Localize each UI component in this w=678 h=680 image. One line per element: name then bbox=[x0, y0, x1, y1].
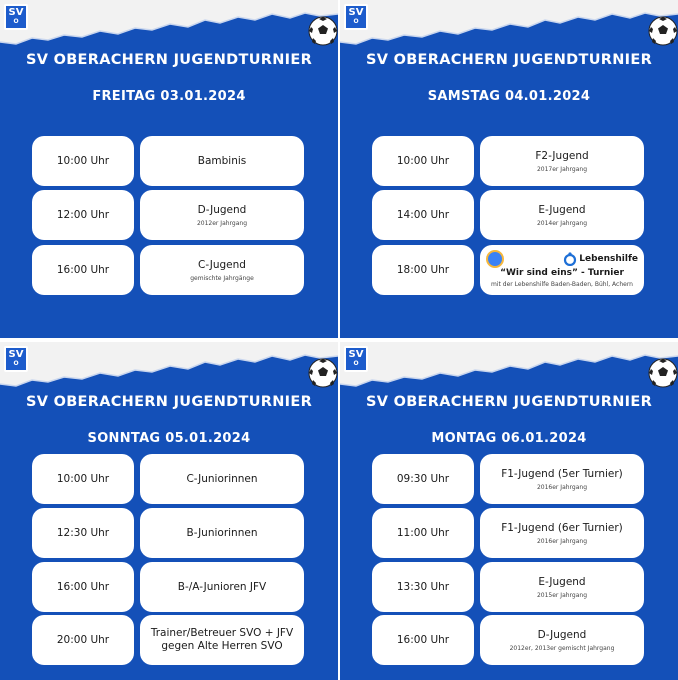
day-heading: SAMSTAG 04.01.2024 bbox=[427, 89, 591, 104]
event-name: C-Juniorinnen bbox=[186, 472, 258, 485]
event-box bbox=[480, 245, 644, 295]
event-name: “Wir sind eins” - Turnier bbox=[500, 268, 624, 278]
event-name: Bambinis bbox=[197, 154, 247, 167]
event-name: F1-Jugend (5er Turnier) bbox=[501, 467, 623, 480]
soccer-ball-icon bbox=[308, 358, 338, 388]
partner-logos bbox=[486, 250, 638, 268]
torn-paper-header bbox=[340, 342, 678, 392]
event-box bbox=[480, 615, 644, 665]
schedule-row bbox=[32, 454, 304, 504]
time-box: 18:00 Uhr bbox=[372, 245, 474, 295]
schedule-row bbox=[32, 615, 304, 665]
event-name: E-Jugend bbox=[538, 575, 586, 588]
event-box bbox=[140, 562, 304, 612]
event-subtitle: gemischte Jahrgänge bbox=[190, 274, 254, 282]
lebenshilfe-logo bbox=[563, 252, 638, 266]
club-logo-sub: O bbox=[13, 360, 19, 367]
event-box bbox=[480, 136, 644, 186]
event-subtitle: 2012er Jahrgang bbox=[196, 219, 248, 227]
schedule-row bbox=[372, 508, 644, 558]
event-box bbox=[140, 190, 304, 240]
time-box: 10:00 Uhr bbox=[32, 136, 134, 186]
schedule-row bbox=[32, 562, 304, 612]
day-panel bbox=[340, 0, 678, 338]
event-subtitle: mit der Lebenshilfe Baden-Baden, Bühl, Achern bbox=[491, 281, 633, 288]
time-box: 16:00 Uhr bbox=[372, 615, 474, 665]
tournament-title: SV OBERACHERN JUGENDTURNIER bbox=[25, 394, 313, 410]
day-panel bbox=[0, 342, 338, 680]
time-box: 20:00 Uhr bbox=[32, 615, 134, 665]
event-box bbox=[480, 562, 644, 612]
club-logo: SV O bbox=[344, 4, 368, 30]
club-logo: SV O bbox=[4, 4, 28, 30]
event-subtitle: 2016er Jahrgang bbox=[536, 537, 588, 545]
club-logo-sub: O bbox=[13, 18, 19, 25]
day-panel bbox=[0, 0, 338, 338]
event-subtitle: 2015er Jahrgang bbox=[536, 591, 588, 599]
event-box bbox=[140, 508, 304, 558]
tournament-title: SV OBERACHERN JUGENDTURNIER bbox=[365, 394, 653, 410]
time-box: 16:00 Uhr bbox=[32, 562, 134, 612]
event-box bbox=[480, 454, 644, 504]
time-box: 13:30 Uhr bbox=[372, 562, 474, 612]
club-logo-sub: O bbox=[353, 18, 359, 25]
event-name: E-Jugend bbox=[538, 203, 586, 216]
event-name: F1-Jugend (6er Turnier) bbox=[501, 521, 623, 534]
event-name: D-Jugend bbox=[537, 628, 587, 641]
event-subtitle: 2017er Jahrgang bbox=[536, 165, 588, 173]
event-box bbox=[480, 190, 644, 240]
time-box: 14:00 Uhr bbox=[372, 190, 474, 240]
day-panel bbox=[340, 342, 678, 680]
soccer-ball-icon bbox=[648, 358, 678, 388]
schedule-row bbox=[372, 136, 644, 186]
time-box: 10:00 Uhr bbox=[32, 454, 134, 504]
time-box: 09:30 Uhr bbox=[372, 454, 474, 504]
tournament-title: SV OBERACHERN JUGENDTURNIER bbox=[365, 52, 653, 68]
event-name: F2-Jugend bbox=[535, 149, 589, 162]
day-heading: SONNTAG 05.01.2024 bbox=[87, 431, 251, 446]
day-heading: MONTAG 06.01.2024 bbox=[431, 431, 587, 446]
event-box bbox=[140, 245, 304, 295]
schedule-row bbox=[32, 190, 304, 240]
lebenshilfe-name: Lebenshilfe bbox=[579, 254, 638, 264]
event-name: C-Jugend bbox=[198, 258, 246, 271]
time-box: 11:00 Uhr bbox=[372, 508, 474, 558]
schedule-row bbox=[32, 508, 304, 558]
event-name: B-/A-Junioren JFV bbox=[177, 580, 267, 593]
schedule-row bbox=[32, 245, 304, 295]
time-box: 12:30 Uhr bbox=[32, 508, 134, 558]
torn-paper-header bbox=[0, 342, 338, 392]
event-subtitle: 2016er Jahrgang bbox=[536, 483, 588, 491]
torn-paper-header bbox=[0, 0, 338, 50]
event-name: D-Jugend bbox=[197, 203, 247, 216]
event-box bbox=[140, 136, 304, 186]
time-box: 16:00 Uhr bbox=[32, 245, 134, 295]
schedule-row bbox=[32, 136, 304, 186]
schedule-row bbox=[372, 190, 644, 240]
schedule-row bbox=[372, 615, 644, 665]
event-box bbox=[140, 615, 304, 665]
schedule-row bbox=[372, 454, 644, 504]
club-logo: SV O bbox=[4, 346, 28, 372]
soccer-ball-icon bbox=[648, 16, 678, 46]
day-heading: FREITAG 03.01.2024 bbox=[92, 89, 246, 104]
schedule-row bbox=[372, 562, 644, 612]
tournament-badge-icon bbox=[486, 250, 504, 268]
event-name: B-Juniorinnen bbox=[186, 526, 258, 539]
soccer-ball-icon bbox=[308, 16, 338, 46]
torn-paper-header bbox=[340, 0, 678, 50]
event-subtitle: 2014er Jahrgang bbox=[536, 219, 588, 227]
event-box bbox=[140, 454, 304, 504]
time-box: 10:00 Uhr bbox=[372, 136, 474, 186]
tournament-title: SV OBERACHERN JUGENDTURNIER bbox=[25, 52, 313, 68]
event-name: Trainer/Betreuer SVO + JFV gegen Alte Herren SVO bbox=[150, 627, 294, 652]
lebenshilfe-logo-icon bbox=[563, 252, 577, 266]
club-logo: SV O bbox=[344, 346, 368, 372]
schedule-row bbox=[372, 245, 644, 295]
event-subtitle: 2012er, 2013er gemischt Jahrgang bbox=[509, 644, 615, 652]
time-box: 12:00 Uhr bbox=[32, 190, 134, 240]
event-box bbox=[480, 508, 644, 558]
club-logo-sub: O bbox=[353, 360, 359, 367]
